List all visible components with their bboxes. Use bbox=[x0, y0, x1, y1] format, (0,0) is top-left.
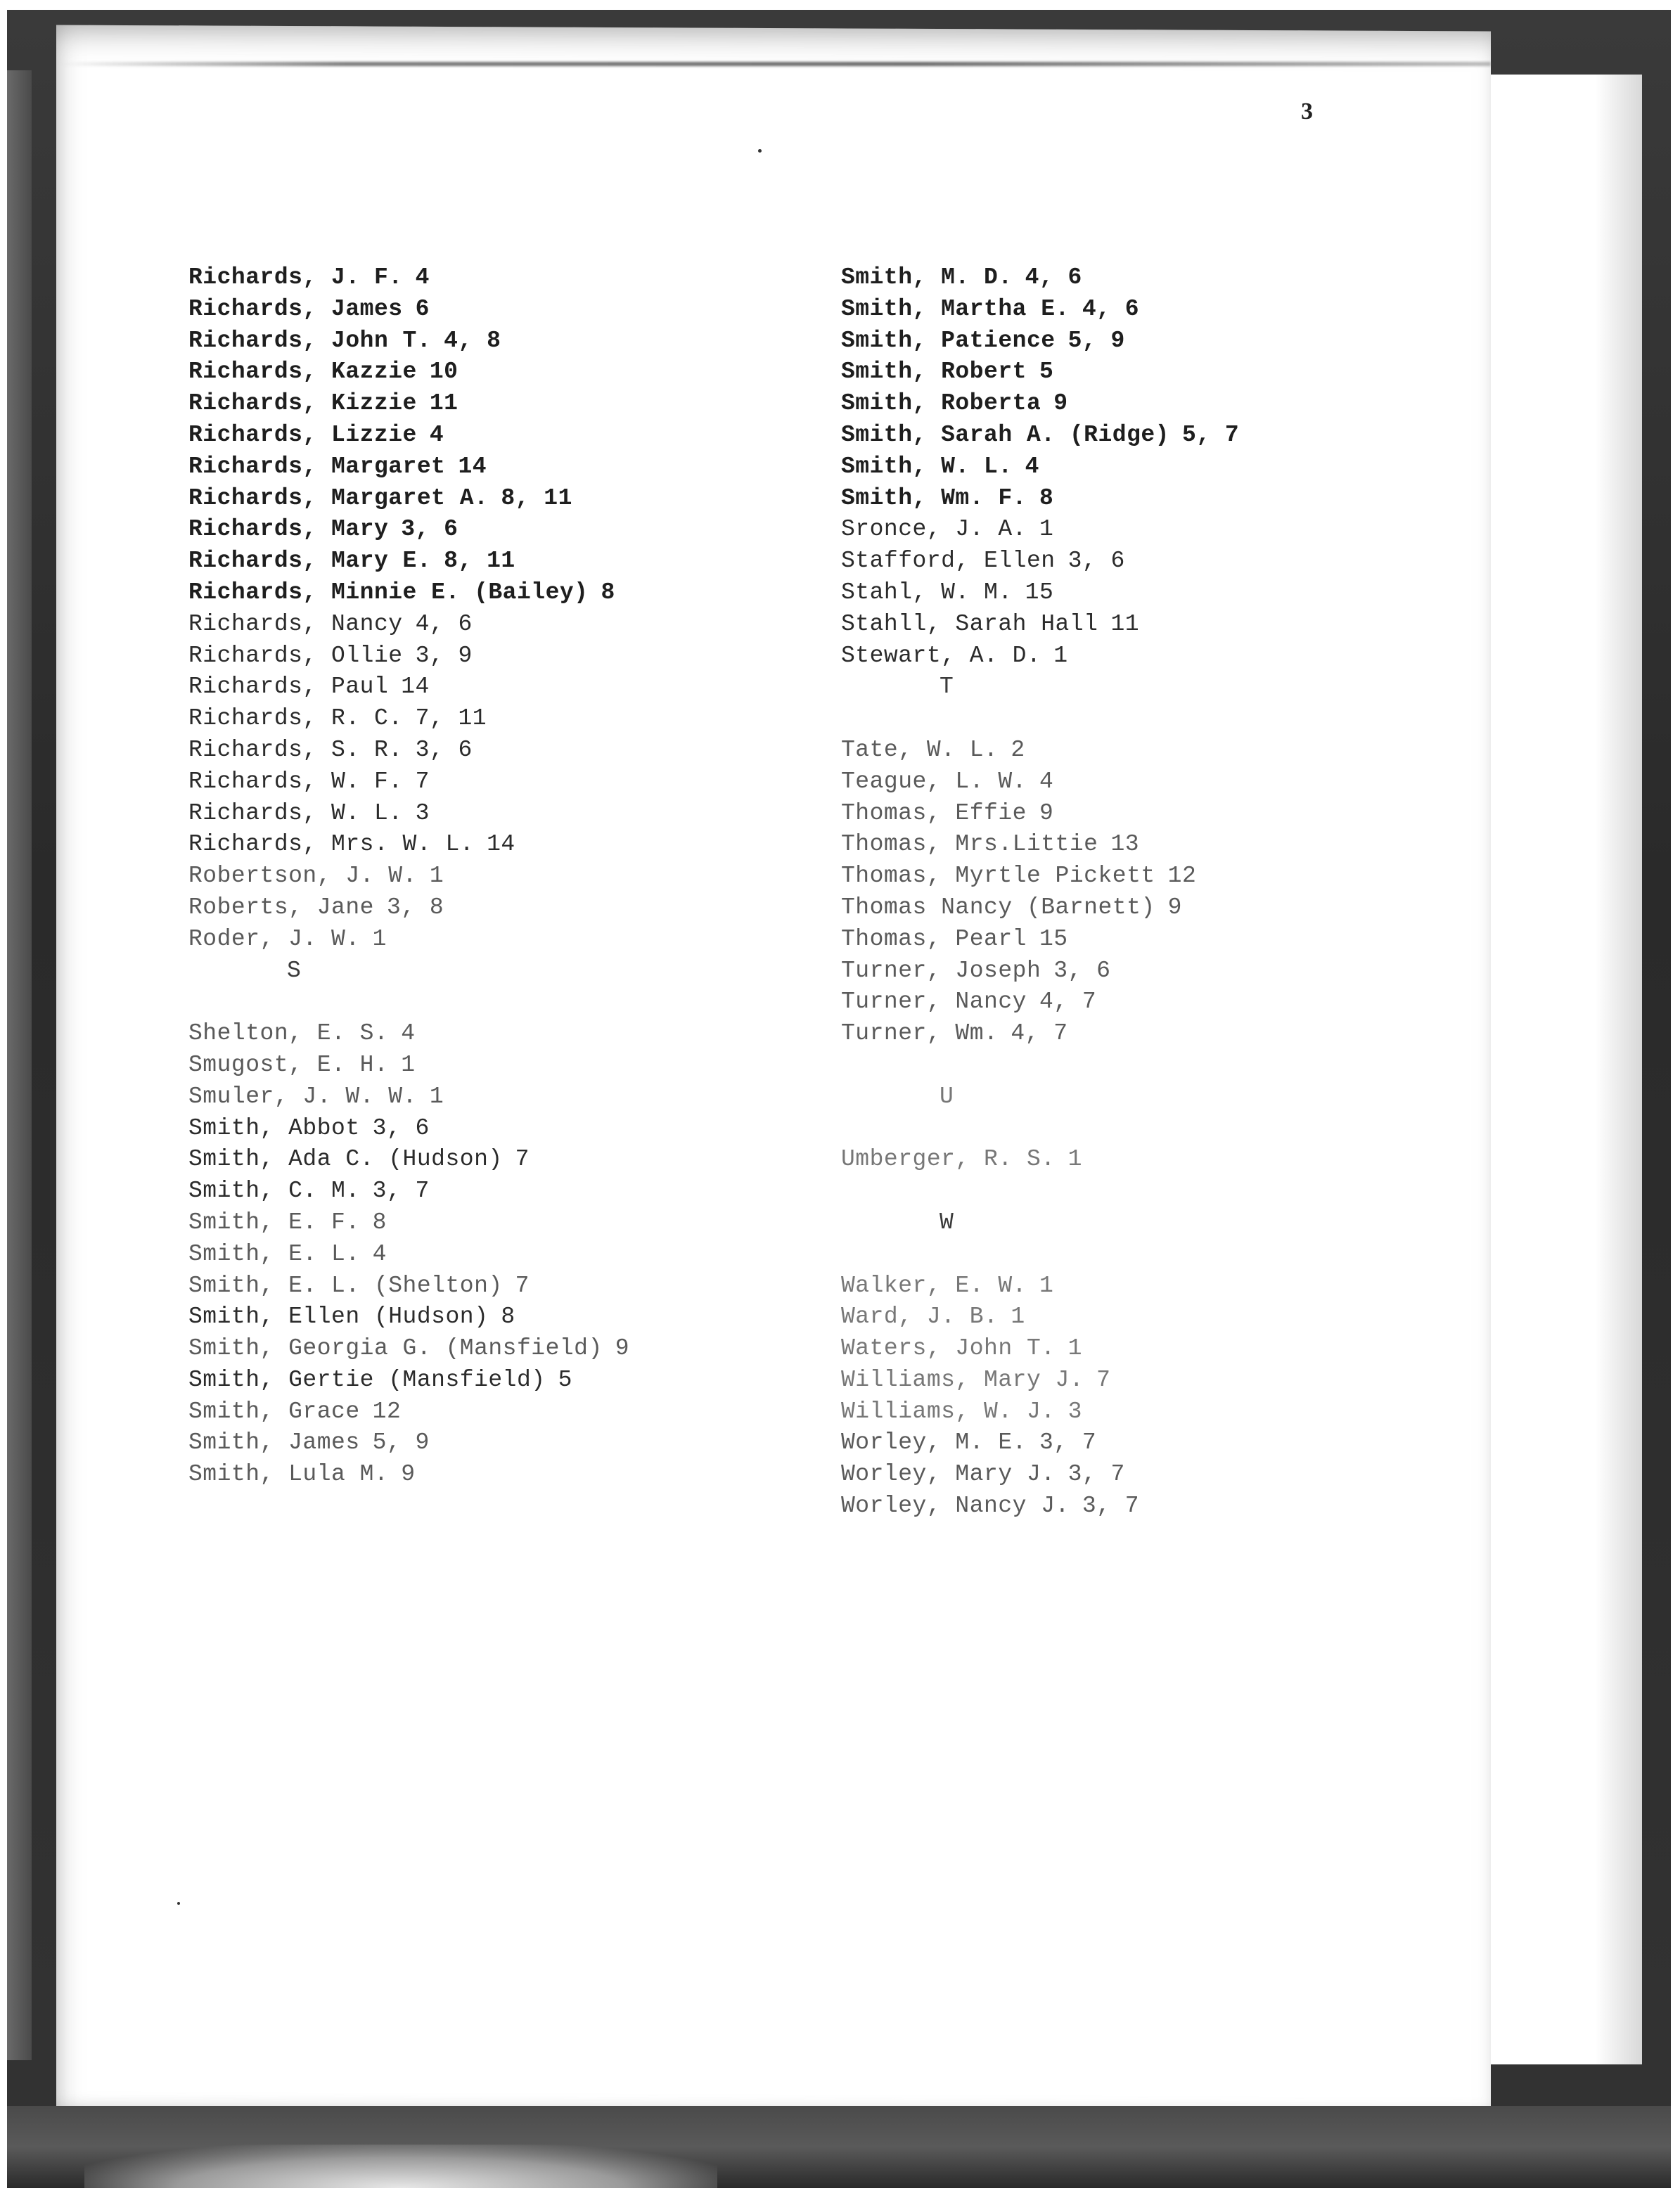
index-entry: Richards, Minnie E. (Bailey) 8 bbox=[188, 579, 615, 605]
section-letter-u: U bbox=[940, 1083, 954, 1110]
index-entry: Smith, E. L. 4 bbox=[188, 1240, 387, 1267]
index-entry: Thomas, Effie 9 bbox=[841, 799, 1054, 826]
section-letter-w: W bbox=[940, 1209, 954, 1235]
index-entry: Smith, E. F. 8 bbox=[188, 1209, 387, 1235]
index-entry: Roberts, Jane 3, 8 bbox=[188, 894, 444, 920]
scan-bottom-highlight bbox=[84, 2145, 717, 2188]
index-entry: Smith, Georgia G. (Mansfield) 9 bbox=[188, 1335, 630, 1362]
index-entry: Richards, Mrs. W. L. 14 bbox=[188, 831, 515, 858]
index-entry: Richards, Margaret A. 8, 11 bbox=[188, 484, 572, 511]
index-entry: Turner, Nancy 4, 7 bbox=[841, 989, 1097, 1015]
scan-frame-left-edge bbox=[7, 70, 32, 2060]
index-entry: Tate, W. L. 2 bbox=[841, 736, 1025, 763]
index-entry: Thomas, Pearl 15 bbox=[841, 925, 1068, 952]
index-entry: Thomas, Myrtle Pickett 12 bbox=[841, 863, 1197, 889]
index-entry: Worley, M. E. 3, 7 bbox=[841, 1429, 1097, 1456]
index-entry: Richards, J. F. 4 bbox=[188, 264, 430, 290]
index-entry: Smith, Grace 12 bbox=[188, 1398, 402, 1425]
index-entry: Smith, C. M. 3, 7 bbox=[188, 1178, 430, 1204]
index-entry: Walker, E. W. 1 bbox=[841, 1272, 1054, 1299]
index-entry: Smith, M. D. 4, 6 bbox=[841, 264, 1082, 290]
index-entry: Smith, James 5, 9 bbox=[188, 1429, 430, 1456]
index-group-w bbox=[841, 1271, 1239, 1522]
index-entry: Smith, Ellen (Hudson) 8 bbox=[188, 1304, 515, 1330]
index-group-s-continued bbox=[841, 262, 1239, 671]
index-column-left bbox=[188, 262, 629, 1491]
index-entry: Smith, Ada C. (Hudson) 7 bbox=[188, 1146, 530, 1173]
index-entry: Smith, Lula M. 9 bbox=[188, 1461, 416, 1488]
index-entry: Williams, W. J. 3 bbox=[841, 1398, 1082, 1425]
index-entry: Turner, Wm. 4, 7 bbox=[841, 1020, 1068, 1047]
index-entry: Richards, Margaret 14 bbox=[188, 453, 487, 480]
index-entry: Waters, John T. 1 bbox=[841, 1335, 1082, 1362]
index-entry: Ward, J. B. 1 bbox=[841, 1304, 1025, 1330]
index-entry: Stahll, Sarah Hall 11 bbox=[841, 610, 1140, 637]
index-entry: Smith, W. L. 4 bbox=[841, 453, 1039, 480]
index-entry: Richards, Lizzie 4 bbox=[188, 421, 444, 448]
index-entry: Richards, S. R. 3, 6 bbox=[188, 736, 473, 763]
index-entry: Smith, E. L. (Shelton) 7 bbox=[188, 1272, 530, 1299]
index-entry: Sronce, J. A. 1 bbox=[841, 516, 1054, 543]
paper-fold-line bbox=[60, 62, 1491, 66]
index-entry: Teague, L. W. 4 bbox=[841, 768, 1054, 795]
index-entry: Turner, Joseph 3, 6 bbox=[841, 957, 1111, 984]
section-spacer bbox=[841, 1050, 1239, 1081]
index-entry: Richards, Ollie 3, 9 bbox=[188, 642, 473, 669]
section-spacer bbox=[841, 1239, 1239, 1271]
index-entry: Smith, Wm. F. 8 bbox=[841, 484, 1054, 511]
index-entry: Richards, Kazzie 10 bbox=[188, 359, 459, 385]
index-group-u bbox=[841, 1144, 1239, 1176]
section-spacer bbox=[841, 1113, 1239, 1145]
section-spacer bbox=[841, 1176, 1239, 1207]
index-entry: Smith, Abbot 3, 6 bbox=[188, 1114, 430, 1141]
index-entry: Richards, Mary 3, 6 bbox=[188, 516, 459, 543]
index-entry: Richards, R. C. 7, 11 bbox=[188, 705, 487, 732]
index-entry: Stewart, A. D. 1 bbox=[841, 642, 1068, 669]
index-column-right bbox=[841, 262, 1239, 1522]
index-entry: Richards, Paul 14 bbox=[188, 674, 430, 700]
index-entry: Shelton, E. S. 4 bbox=[188, 1020, 416, 1047]
index-entry: Worley, Nancy J. 3, 7 bbox=[841, 1493, 1140, 1519]
index-entry: Smith, Gertie (Mansfield) 5 bbox=[188, 1366, 572, 1393]
index-entry: Richards, W. L. 3 bbox=[188, 799, 430, 826]
index-entry: Thomas, Mrs.Littie 13 bbox=[841, 831, 1140, 858]
index-entry: Smuler, J. W. W. 1 bbox=[188, 1083, 444, 1110]
index-entry: Richards, Mary E. 8, 11 bbox=[188, 548, 515, 574]
index-entry: Richards, John T. 4, 8 bbox=[188, 327, 501, 354]
index-entry: Williams, Mary J. 7 bbox=[841, 1366, 1111, 1393]
index-entry: Robertson, J. W. 1 bbox=[188, 863, 444, 889]
section-spacer bbox=[188, 986, 629, 1018]
index-entry: Smith, Martha E. 4, 6 bbox=[841, 295, 1140, 322]
index-entry: Richards, Kizzie 11 bbox=[188, 390, 459, 417]
index-entry: Worley, Mary J. 3, 7 bbox=[841, 1461, 1125, 1488]
index-entry: Umberger, R. S. 1 bbox=[841, 1146, 1082, 1173]
page-number: 3 bbox=[1301, 98, 1313, 124]
index-entry: Roder, J. W. 1 bbox=[188, 925, 387, 952]
index-entry: Smith, Robert 5 bbox=[841, 359, 1054, 385]
index-entry: Richards, James 6 bbox=[188, 295, 430, 322]
index-entry: Smith, Patience 5, 9 bbox=[841, 327, 1125, 354]
section-letter-t: T bbox=[940, 674, 954, 700]
index-entry: Thomas Nancy (Barnett) 9 bbox=[841, 894, 1182, 920]
index-group-t bbox=[841, 735, 1239, 1050]
index-entry: Smith, Roberta 9 bbox=[841, 390, 1068, 417]
index-group-s bbox=[188, 1018, 629, 1491]
index-entry: Stafford, Ellen 3, 6 bbox=[841, 548, 1125, 574]
section-spacer bbox=[841, 703, 1239, 735]
back-sheet bbox=[1486, 75, 1642, 2064]
index-entry: Smugost, E. H. 1 bbox=[188, 1051, 416, 1078]
paper-speck bbox=[177, 1902, 180, 1905]
paper-speck bbox=[758, 149, 762, 153]
index-entry: Stahl, W. M. 15 bbox=[841, 579, 1054, 605]
index-group-r bbox=[188, 262, 629, 956]
index-entry: Richards, W. F. 7 bbox=[188, 768, 430, 795]
index-entry: Smith, Sarah A. (Ridge) 5, 7 bbox=[841, 421, 1240, 448]
index-entry: Richards, Nancy 4, 6 bbox=[188, 610, 473, 637]
section-letter-s: S bbox=[287, 957, 301, 984]
